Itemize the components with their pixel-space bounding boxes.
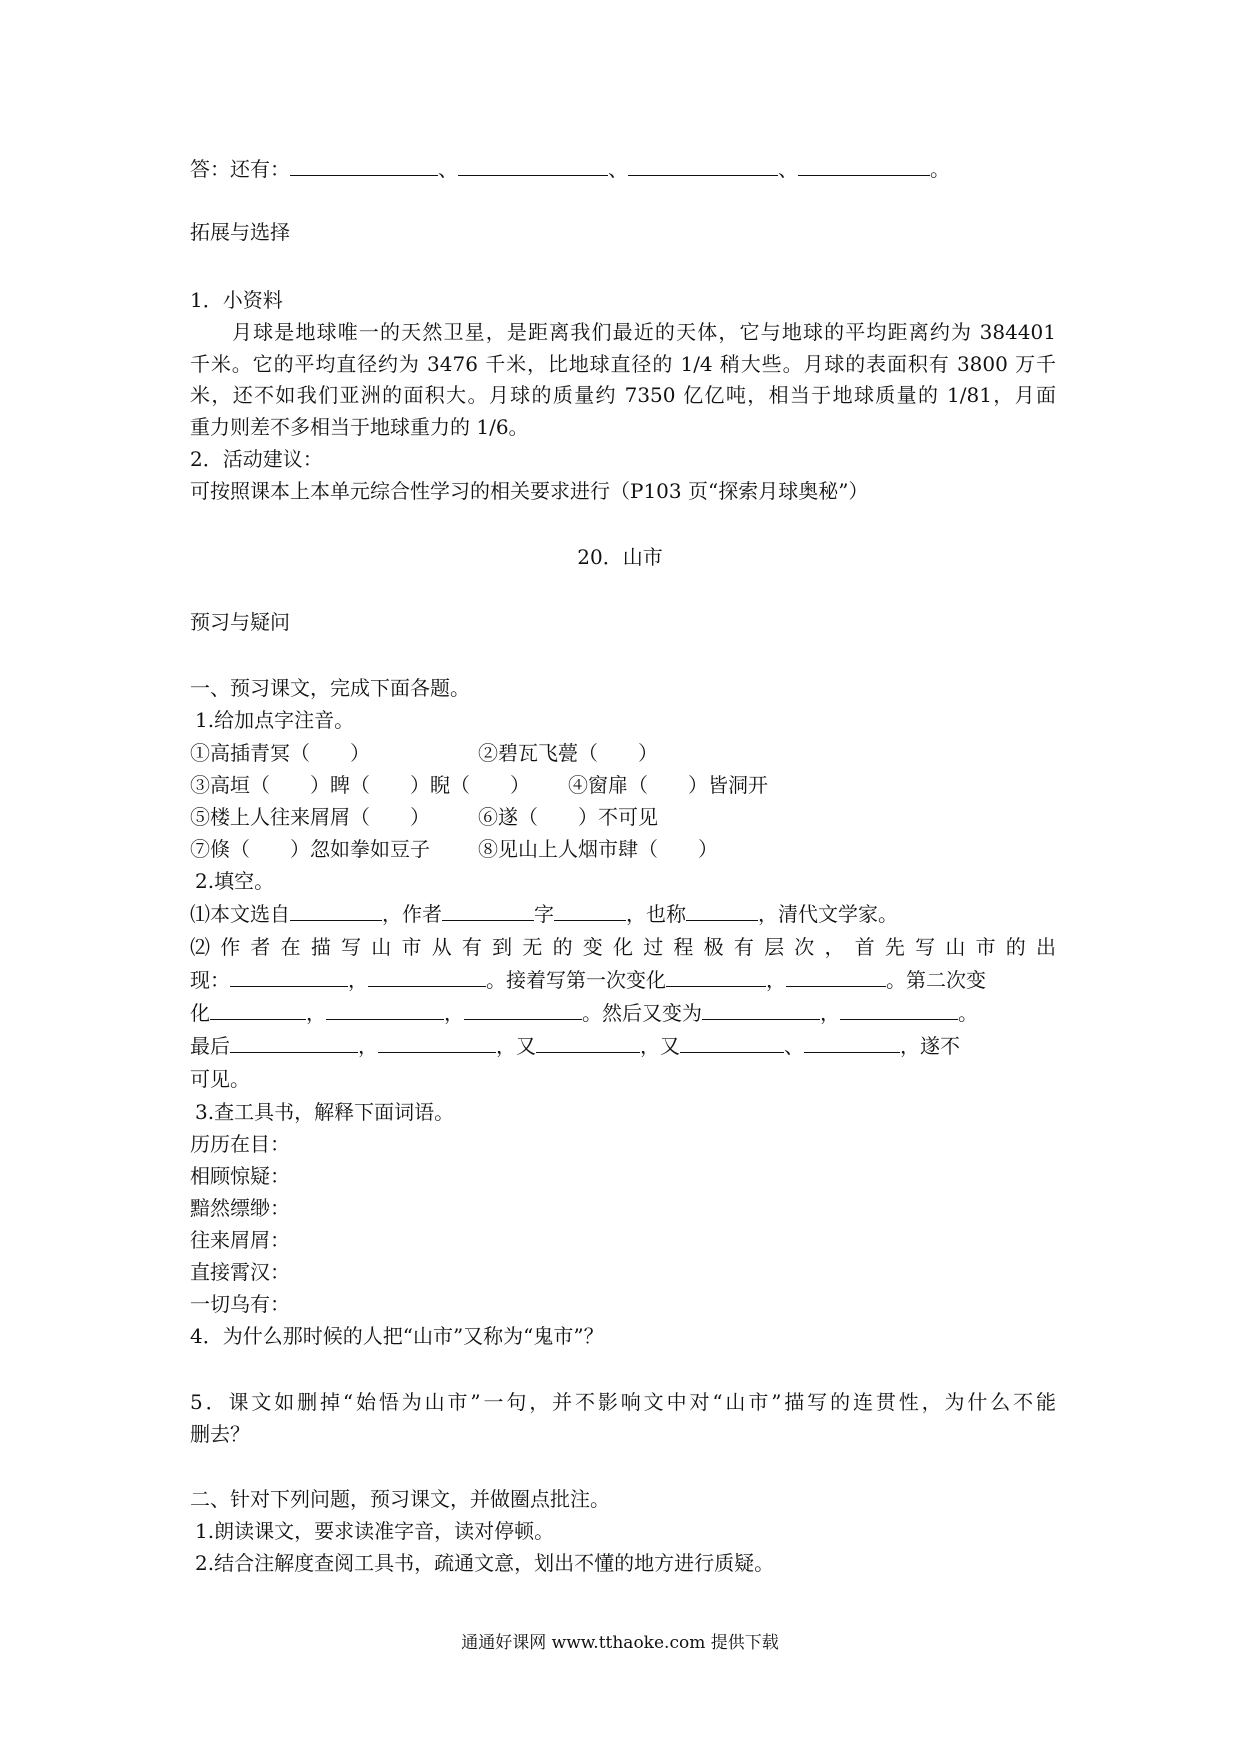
fill-blank-courtesy-name[interactable] (554, 902, 626, 921)
fill-line-4: 化 ， ， 。然后又变为 ， 。 (190, 1001, 978, 1025)
q1-3-title: 3.查工具书，解释下面词语。 (195, 1100, 455, 1124)
term-6: 一切乌有： (190, 1292, 290, 1316)
q2-title: 二、针对下列问题，预习课文，并做圈点批注。 (190, 1487, 610, 1511)
fill-line-1: ⑴本文选自 ，作者 字 ，也称 ，清代文学家。 (190, 902, 898, 926)
question-5-line-1: 5．课文如删掉“始悟为山市”一句，并不影响文中对“山市”描写的连贯性，为什么不能 (190, 1390, 1056, 1414)
q2-2: 2.结合注解度查阅工具书，疏通文意，划出不懂的地方进行质疑。 (195, 1551, 775, 1575)
fill-line-3: 现： ， 。接着写第一次变化 ， 。第二次变 (190, 968, 986, 992)
q1-1-title: 1.给加点字注音。 (195, 708, 355, 732)
pinyin-item-7: ⑦倏（ ）忽如拳如豆子 (190, 837, 430, 861)
question-5-line-2: 删去？ (190, 1422, 250, 1446)
lesson-title: 20．山市 (577, 545, 663, 569)
fill-blank[interactable] (786, 968, 886, 987)
fill-blank[interactable] (536, 1034, 640, 1053)
term-3: 黯然缥缈： (190, 1196, 290, 1220)
pinyin-item-8: ⑧见山上人烟市肆（ ） (478, 837, 718, 861)
fill-blank[interactable] (326, 1001, 444, 1020)
fill-blank[interactable] (840, 1001, 958, 1020)
page-footer: 通通好课网 www.tthaoke.com 提供下载 (461, 1633, 779, 1653)
q1-title: 一、预习课文，完成下面各题。 (190, 676, 470, 700)
para-line-2: 千米。它的平均直径约为 3476 千米，比地球直径的 1/4 稍大些。月球的表面积有 3800 万千 (190, 352, 1056, 376)
section-heading-preview: 预习与疑问 (190, 610, 290, 634)
item1-title: 1．小资料 (190, 288, 283, 312)
item2-text: 可按照课本上本单元综合性学习的相关要求进行（P103 页“探索月球奥秘”） (190, 479, 869, 503)
fill-line-6: 可见。 (190, 1067, 250, 1091)
para-line-1: 月球是地球唯一的天然卫星，是距离我们最近的天体，它与地球的平均距离约为 384401 (232, 320, 1056, 344)
fill-blank-author[interactable] (442, 902, 534, 921)
fill-blank[interactable] (210, 1001, 306, 1020)
fill-blank[interactable] (464, 1001, 582, 1020)
item2-title: 2．活动建议： (190, 447, 323, 471)
para-line-4: 重力则差不多相当于地球重力的 1/6。 (190, 415, 529, 439)
term-1: 历历在目： (190, 1132, 290, 1156)
fill-blank-alias[interactable] (686, 902, 758, 921)
term-4: 往来屑屑： (190, 1228, 290, 1252)
question-4: 4．为什么那时候的人把“山市”又称为“鬼市”？ (190, 1324, 604, 1348)
pinyin-item-2: ②碧瓦飞甍（ ） (478, 741, 658, 765)
answer-blank-2[interactable] (458, 157, 608, 176)
fill-blank[interactable] (666, 968, 766, 987)
q2-1: 1.朗读课文，要求读准字音，读对停顿。 (195, 1519, 555, 1543)
answer-blank-1[interactable] (290, 157, 438, 176)
fill-blank-source[interactable] (290, 902, 382, 921)
answer-blank-4[interactable] (798, 157, 930, 176)
pinyin-item-5: ⑤楼上人往来屑屑（ ） (190, 805, 430, 829)
fill-blank[interactable] (230, 968, 348, 987)
term-5: 直接霄汉： (190, 1260, 290, 1284)
fill-blank[interactable] (680, 1034, 784, 1053)
fill-blank[interactable] (702, 1001, 820, 1020)
fill-line-5: 最后 ， ，又 ，又 、 ，遂不 (190, 1034, 960, 1058)
fill-blank[interactable] (378, 1034, 496, 1053)
term-2: 相顾惊疑： (190, 1164, 290, 1188)
fill-blank[interactable] (368, 968, 486, 987)
pinyin-item-4: ④窗扉（ ）皆洞开 (568, 773, 768, 797)
fill-blank[interactable] (804, 1034, 900, 1053)
para-line-3: 米，还不如我们亚洲的面积大。月球的质量约 7350 亿亿吨，相当于地球质量的 1/81，月面 (190, 383, 1056, 407)
pinyin-item-1: ①高插青冥（ ） (190, 741, 370, 765)
fill-line-2: ⑵作者在描写山市从有到无的变化过程极有层次，首先写山市的出 (190, 935, 1056, 959)
q1-2-title: 2.填空。 (195, 869, 275, 893)
pinyin-item-3: ③高垣（ ）睥（ ）睨（ ） (190, 773, 530, 797)
fill-blank[interactable] (230, 1034, 358, 1053)
section-heading-expand: 拓展与选择 (190, 220, 290, 244)
pinyin-item-6: ⑥遂（ ）不可见 (478, 805, 658, 829)
answer-blank-3[interactable] (628, 157, 778, 176)
answer-line: 答：还有： 、 、 、 。 (190, 157, 950, 181)
